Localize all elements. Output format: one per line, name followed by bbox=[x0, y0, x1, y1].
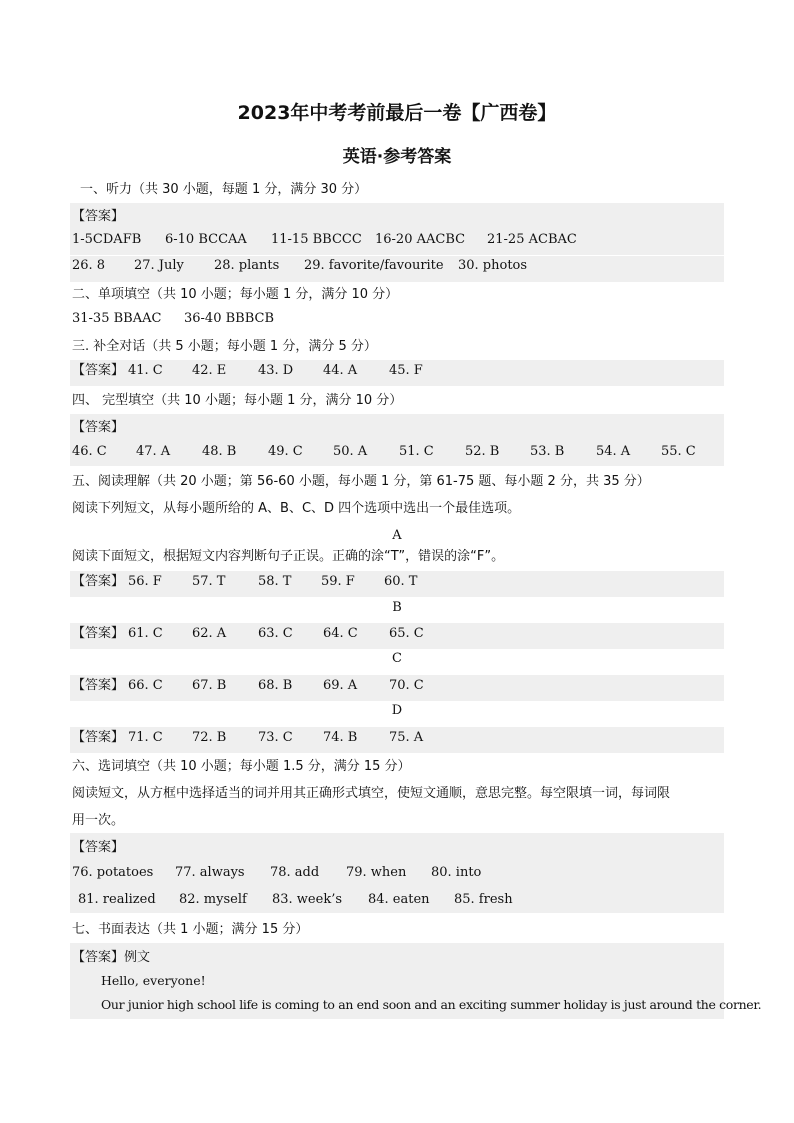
answer-item: 59. F bbox=[321, 574, 355, 589]
section-1-heading: 一、听力（共 30 小题，每题 1 分，满分 30 分） bbox=[80, 182, 368, 197]
answer-item: 53. B bbox=[530, 444, 565, 459]
answer-item: 43. D bbox=[258, 363, 294, 378]
section-7-answer-label: 【答案】例文 bbox=[72, 950, 151, 965]
answer-item: 41. C bbox=[128, 363, 163, 378]
answer-item: 60. T bbox=[384, 574, 418, 589]
answer-item: 81. realized bbox=[78, 892, 156, 907]
answer-item: 16-20 AACBC bbox=[375, 232, 466, 247]
answer-item: 55. C bbox=[661, 444, 696, 459]
answer-item: 67. B bbox=[192, 678, 227, 693]
answer-item: 49. C bbox=[268, 444, 303, 459]
page-title: 2023年中考考前最后一卷【广西卷】 bbox=[237, 102, 557, 124]
answer-item: 69. A bbox=[323, 678, 358, 693]
section-6-instruction-1: 阅读短文，从方框中选择适当的词并用其正确形式填空，使短文通顺，意思完整。每空限填一词，每词限 bbox=[72, 786, 671, 801]
answer-item: 11-15 BBCCC bbox=[271, 232, 362, 247]
part-c-label: C bbox=[392, 651, 402, 666]
answer-item: 73. C bbox=[258, 730, 293, 745]
answer-item: 79. when bbox=[346, 865, 407, 880]
answer-item: 83. week’s bbox=[272, 892, 343, 907]
part-a-instruction: 阅读下面短文，根据短文内容判断句子正误。正确的涂“T”，错误的涂“F”。 bbox=[72, 549, 505, 564]
answer-item: 77. always bbox=[175, 865, 245, 880]
answer-item: 68. B bbox=[258, 678, 293, 693]
answer-item: 52. B bbox=[465, 444, 500, 459]
part-b-label: B bbox=[392, 600, 402, 615]
answer-item: 6-10 BCCAA bbox=[165, 232, 247, 247]
answer-item: 61. C bbox=[128, 626, 163, 641]
answer-item: 76. potatoes bbox=[72, 865, 154, 880]
answer-item: 75. A bbox=[389, 730, 424, 745]
section-3-heading: 三. 补全对话（共 5 小题；每小题 1 分，满分 5 分） bbox=[72, 339, 377, 354]
answer-item: 42. E bbox=[192, 363, 227, 378]
answer-item: 45. F bbox=[389, 363, 423, 378]
page-subtitle: 英语·参考答案 bbox=[342, 147, 452, 167]
answer-item: 48. B bbox=[202, 444, 237, 459]
section-5-heading: 五、阅读理解（共 20 小题；第 56-60 小题，每小题 1 分，第 61-75 题、每小题 2 分，共 35 分） bbox=[72, 474, 650, 489]
section-7-heading: 七、书面表达（共 1 小题；满分 15 分） bbox=[72, 922, 309, 937]
answer-item: 26. 8 bbox=[72, 258, 106, 273]
answer-item: 47. A bbox=[136, 444, 171, 459]
answer-item: 85. fresh bbox=[454, 892, 513, 907]
answer-item: 21-25 ACBAC bbox=[487, 232, 577, 247]
answer-item: 51. C bbox=[399, 444, 434, 459]
answer-item: 46. C bbox=[72, 444, 107, 459]
answer-item: 71. C bbox=[128, 730, 163, 745]
answer-item: 27. July bbox=[134, 258, 184, 273]
answer-label: 【答案】 bbox=[72, 626, 125, 641]
essay-line-2: Our junior high school life is coming to an end soon and an exciting summer holiday is just around the corner. bbox=[101, 997, 762, 1012]
answer-item: 58. T bbox=[258, 574, 292, 589]
section-2-heading: 二、单项填空（共 10 小题；每小题 1 分，满分 10 分） bbox=[72, 287, 399, 302]
section-4-heading: 四、 完型填空（共 10 小题；每小题 1 分，满分 10 分） bbox=[72, 393, 403, 408]
answer-item: 78. add bbox=[270, 865, 320, 880]
section-5-instruction: 阅读下列短文，从每小题所给的 A、B、C、D 四个选项中选出一个最佳选项。 bbox=[72, 501, 521, 516]
answer-item: 28. plants bbox=[214, 258, 280, 273]
section-1-answer-label: 【答案】 bbox=[72, 209, 125, 224]
section-4-answer-label: 【答案】 bbox=[72, 420, 125, 435]
answer-item: 29. favorite/favourite bbox=[304, 258, 444, 273]
section-6-instruction-2: 用一次。 bbox=[72, 813, 125, 828]
answer-item: 50. A bbox=[333, 444, 368, 459]
answer-item: 70. C bbox=[389, 678, 424, 693]
answer-label: 【答案】 bbox=[72, 574, 125, 589]
answer-item: 72. B bbox=[192, 730, 227, 745]
part-a-label: A bbox=[392, 528, 402, 543]
answer-item: 62. A bbox=[192, 626, 227, 641]
answer-item: 54. A bbox=[596, 444, 631, 459]
answer-item: 30. photos bbox=[458, 258, 528, 273]
essay-line-1: Hello, everyone! bbox=[101, 973, 206, 988]
answer-item: 63. C bbox=[258, 626, 293, 641]
answer-item: 80. into bbox=[431, 865, 482, 880]
section-6-answer-label: 【答案】 bbox=[72, 840, 125, 855]
answer-item: 82. myself bbox=[179, 892, 247, 907]
answer-item: 56. F bbox=[128, 574, 162, 589]
answer-item: 65. C bbox=[389, 626, 424, 641]
answer-item: 74. B bbox=[323, 730, 358, 745]
answer-item: 57. T bbox=[192, 574, 226, 589]
answer-item: 44. A bbox=[323, 363, 358, 378]
section-6-heading: 六、选词填空（共 10 小题；每小题 1.5 分，满分 15 分） bbox=[72, 759, 411, 774]
answer-item: 64. C bbox=[323, 626, 358, 641]
answer-item: 84. eaten bbox=[368, 892, 430, 907]
answer-label: 【答案】 bbox=[72, 730, 125, 745]
part-d-label: D bbox=[391, 703, 403, 718]
answer-label: 【答案】 bbox=[72, 678, 125, 693]
answer-item: 36-40 BBBCB bbox=[184, 311, 275, 326]
answer-item: 66. C bbox=[128, 678, 163, 693]
answer-item: 31-35 BBAAC bbox=[72, 311, 162, 326]
answer-item: 1-5CDAFB bbox=[72, 232, 142, 247]
answer-label: 【答案】 bbox=[72, 363, 125, 378]
